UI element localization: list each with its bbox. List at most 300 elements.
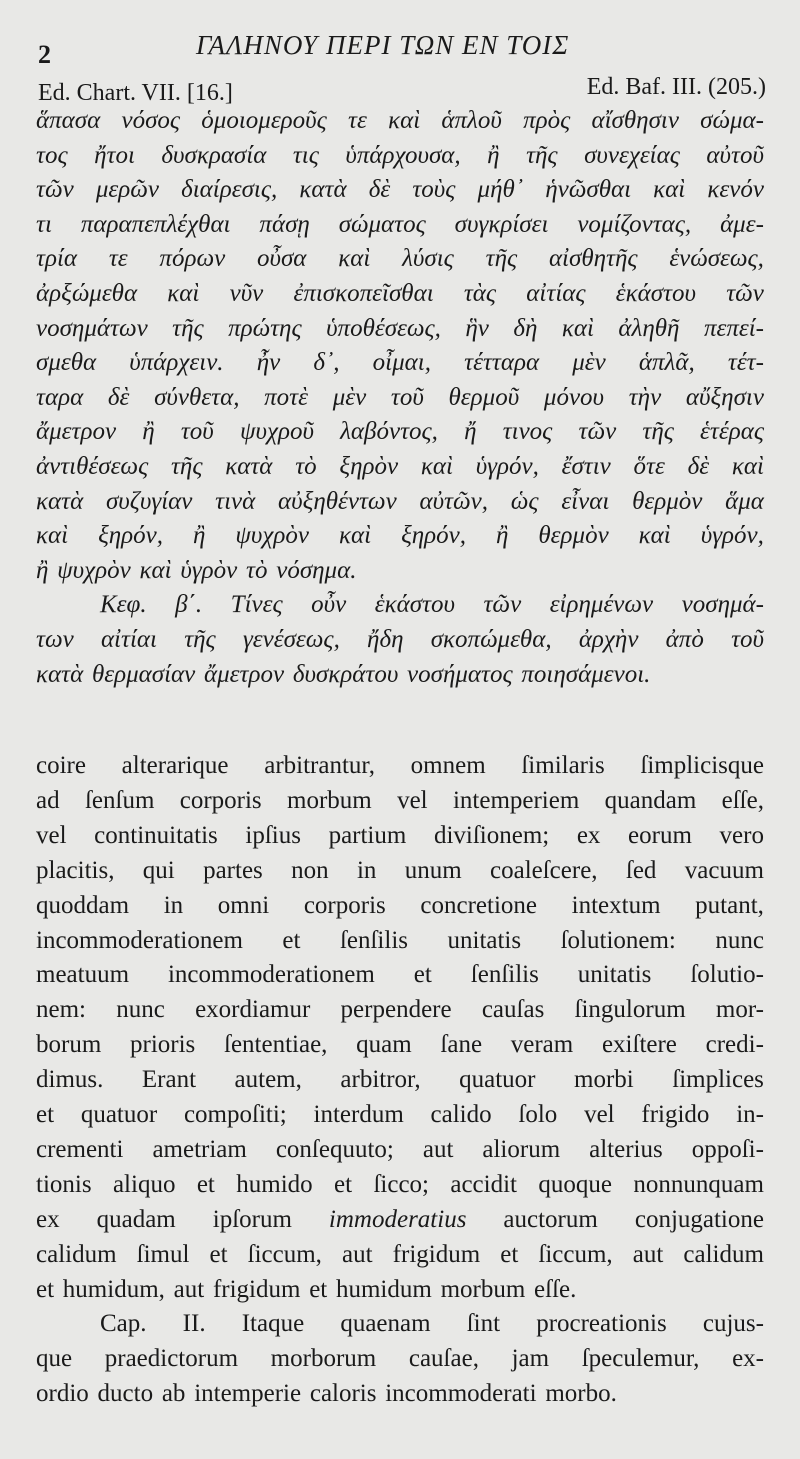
word: ἦν xyxy=(256,349,281,377)
word: corporis xyxy=(303,891,386,919)
word: ad xyxy=(36,786,60,814)
word: ὑποθέσεως, xyxy=(326,314,441,342)
word: δὲ xyxy=(107,383,130,411)
edition-reference-right: Ed. Baf. III. (205.) xyxy=(586,74,766,100)
word: ἤδη xyxy=(367,626,404,653)
word: unitatis xyxy=(447,926,522,954)
word: τὰς xyxy=(463,280,497,307)
word: δὴ xyxy=(513,314,538,342)
word: humidum xyxy=(335,1275,432,1303)
word: τος xyxy=(36,141,68,169)
word: veram xyxy=(510,1031,574,1059)
word: et xyxy=(413,961,432,989)
word: σμεθα xyxy=(36,349,97,377)
word: morbo. xyxy=(545,1380,617,1408)
word: θερμὸν xyxy=(632,487,703,515)
word: incommoderati xyxy=(385,1380,537,1408)
word: tionis xyxy=(36,1170,92,1198)
text-line xyxy=(36,1205,764,1235)
word: ἐπισκοπεῖσθαι xyxy=(293,280,434,307)
text-line xyxy=(36,348,764,378)
text-line xyxy=(36,660,764,690)
word: τῆς xyxy=(485,245,518,273)
word: ſenſilis xyxy=(470,961,539,989)
text-line xyxy=(36,625,764,655)
word: ἢ xyxy=(496,522,509,550)
text-line xyxy=(36,314,764,344)
word: ἁπλοῦ xyxy=(441,107,502,134)
word: in- xyxy=(736,1101,764,1128)
word: τῶν xyxy=(726,280,764,307)
word: eſſe. xyxy=(534,1275,577,1303)
text-line xyxy=(36,521,764,551)
word: τῆς xyxy=(172,314,204,342)
word: ἀντιθέσεως xyxy=(36,453,149,480)
word: τι xyxy=(36,210,52,238)
word: κατὰ xyxy=(299,176,347,204)
word: των xyxy=(36,626,74,653)
text-line xyxy=(36,244,764,274)
word: nunc xyxy=(116,996,165,1024)
word: ἡνῶσθαι xyxy=(545,176,632,204)
word: καὶ xyxy=(653,176,686,204)
text-line xyxy=(100,1309,764,1339)
word: perpendere xyxy=(340,996,452,1024)
word: et xyxy=(196,1170,215,1198)
word: κατὰ xyxy=(225,453,273,480)
word: γενέσεως, xyxy=(242,626,340,653)
word: ἀπὸ xyxy=(665,626,704,653)
word: alterius xyxy=(589,1135,663,1163)
word: conjugatione xyxy=(634,1205,764,1233)
word: καὶ xyxy=(420,453,453,480)
word: καὶ xyxy=(167,280,200,307)
word: πόρων xyxy=(159,245,226,273)
word: καὶ xyxy=(338,245,371,273)
word: in xyxy=(163,891,184,919)
text-line xyxy=(36,210,764,240)
word: mor- xyxy=(715,996,764,1024)
word: quatuor xyxy=(459,1066,536,1094)
word: Cap. xyxy=(100,1310,147,1338)
word: nonnunquam xyxy=(633,1170,764,1198)
word: coire xyxy=(36,752,86,779)
word: πεπεί- xyxy=(703,314,764,342)
word: Τίνες xyxy=(230,591,283,619)
word: aliquo xyxy=(112,1170,176,1198)
text-line xyxy=(36,383,764,413)
word: exiſtere xyxy=(601,1031,677,1059)
word: conſequuto; xyxy=(275,1135,394,1163)
word: ἢ xyxy=(193,522,206,550)
text-line xyxy=(36,175,764,205)
word: aut xyxy=(173,1275,205,1303)
word: concretione xyxy=(420,891,537,919)
word: que xyxy=(36,1345,73,1373)
word: morbum xyxy=(440,1275,526,1303)
word: ξηρὸν xyxy=(339,453,399,480)
word: vel xyxy=(397,786,428,814)
word: crementi xyxy=(36,1135,124,1163)
word: nem: xyxy=(36,996,86,1024)
word: ſpeculemur, xyxy=(581,1345,700,1373)
word: ſiccum, xyxy=(538,1240,613,1268)
word: ducto xyxy=(97,1380,154,1408)
word: aut xyxy=(422,1135,454,1163)
running-title: ΓΑΛΗΝΟΥ ΠΕΡΙ ΤΩΝ ΕΝ ΤΟΙΣ xyxy=(196,30,570,60)
word: continuitatis xyxy=(94,821,218,849)
word: compoſiti; xyxy=(183,1101,287,1128)
word: αἰσθητῆς xyxy=(548,245,638,273)
word: frigido xyxy=(641,1101,710,1128)
word: αἴσθησιν xyxy=(591,107,679,134)
text-line xyxy=(36,1100,764,1130)
word: credi- xyxy=(705,1031,764,1059)
word: vero xyxy=(719,821,764,849)
word: τινος xyxy=(502,418,553,446)
word: δὲ xyxy=(687,453,710,480)
word: ποιησάμενοι. xyxy=(521,660,651,688)
word: morbum xyxy=(287,786,372,814)
word: νόσημα. xyxy=(276,556,357,584)
word: humidum, xyxy=(62,1275,165,1303)
word: ſolo xyxy=(518,1101,558,1128)
word: quatuor xyxy=(80,1101,158,1128)
word: αὐτῶν, xyxy=(419,487,488,515)
word: τὴν xyxy=(628,383,662,411)
word: quam xyxy=(356,1031,412,1059)
word: παραπεπλέχθαι xyxy=(80,210,231,238)
word: τῆς xyxy=(170,453,203,480)
text-line xyxy=(36,960,764,990)
word: λαβόντος, xyxy=(340,418,438,446)
word: et xyxy=(334,1170,353,1198)
word: νοσημάτων xyxy=(36,314,148,342)
word: ſenſilis xyxy=(339,926,408,954)
word: humido xyxy=(236,1170,313,1198)
word: πρὸς xyxy=(523,107,571,134)
word: quadam xyxy=(96,1205,176,1233)
word: ex- xyxy=(732,1345,764,1373)
word: ſolutio- xyxy=(690,961,764,989)
word: ſimplices xyxy=(672,1066,764,1094)
word: II. xyxy=(182,1310,206,1338)
word: partium xyxy=(328,821,407,849)
word: συγκρίσει xyxy=(454,210,549,238)
text-line xyxy=(36,452,764,482)
word: καὶ xyxy=(388,107,421,134)
word: τέτ- xyxy=(727,349,764,377)
word: Itaque xyxy=(241,1310,305,1338)
word: Erant xyxy=(141,1066,197,1094)
word: exordiamur xyxy=(195,996,311,1024)
word: ψυχρὸν xyxy=(57,556,131,584)
word: ὑπάρχειν. xyxy=(129,349,224,377)
word: ſimplicisque xyxy=(640,752,764,779)
word: ξηρόν, xyxy=(401,522,467,550)
word: ψυχροῦ xyxy=(239,418,314,446)
word: τινὰ xyxy=(215,487,256,515)
word: θερμασίαν xyxy=(91,660,196,688)
word: ἢ xyxy=(487,141,500,169)
word: procreationis xyxy=(536,1310,667,1338)
text-line xyxy=(36,856,764,886)
word: non xyxy=(291,856,329,884)
word: ὑγρὸν xyxy=(180,556,238,584)
word: alterarique xyxy=(121,752,229,779)
word: κατὰ xyxy=(36,487,84,515)
word: ὑπάρχουσα, xyxy=(345,141,461,169)
word: οὖσα xyxy=(257,245,307,273)
word: οὖν xyxy=(311,591,347,619)
text-line xyxy=(36,1135,764,1165)
word: ſimul xyxy=(136,1240,190,1268)
word: incommoderationem xyxy=(167,961,375,989)
page-number: 2 xyxy=(38,40,51,69)
text-line xyxy=(36,1344,764,1374)
word: praedictorum xyxy=(104,1345,239,1373)
word: τοὺς xyxy=(412,176,456,204)
text-line xyxy=(36,1240,764,1270)
word: ab xyxy=(161,1380,186,1408)
text-line xyxy=(36,1065,764,1095)
word: cujus- xyxy=(702,1310,764,1338)
word: συνεχείας xyxy=(584,141,680,169)
word: calido xyxy=(430,1101,492,1128)
word: in xyxy=(356,856,377,884)
word: ipſius xyxy=(245,821,301,849)
word: θερμὸν xyxy=(538,522,609,550)
word: cauſas xyxy=(481,996,545,1024)
word: θερμοῦ xyxy=(448,383,520,411)
text-line xyxy=(36,786,764,816)
word: aliorum xyxy=(482,1135,561,1163)
word: νοσήματος xyxy=(407,660,513,688)
word: τῆς xyxy=(642,418,674,446)
word: caloris xyxy=(309,1380,377,1408)
word: auctorum xyxy=(503,1205,598,1233)
word: ἢ xyxy=(36,556,49,584)
word: putant, xyxy=(695,891,764,919)
word: et xyxy=(309,1275,328,1303)
word: τοῦ xyxy=(731,626,764,653)
word: ἤτοι xyxy=(94,141,135,169)
word: intextum xyxy=(571,891,661,919)
word: αὔξησιν xyxy=(685,383,764,411)
word: ἀμε- xyxy=(720,210,764,238)
word: quoque xyxy=(538,1170,612,1198)
word: κατὰ xyxy=(36,660,84,688)
word: ἢ xyxy=(142,418,155,446)
word: ὡς xyxy=(510,487,539,515)
word: τὸ xyxy=(246,556,268,584)
word: τῆς xyxy=(184,626,216,653)
word: αἰτίας xyxy=(526,280,586,307)
word: ordio xyxy=(36,1380,89,1408)
word: placitis, xyxy=(36,856,115,884)
word: καὶ xyxy=(638,522,671,550)
word: καὶ xyxy=(139,556,172,584)
word: β΄. xyxy=(175,591,203,619)
word: ſicco; xyxy=(373,1170,429,1198)
text-line xyxy=(36,821,764,851)
word: σκοπώμεθα, xyxy=(430,626,552,653)
word: τῶν xyxy=(578,418,617,446)
word: κενόν xyxy=(707,176,764,204)
word: interdum xyxy=(313,1101,404,1128)
word: ſint xyxy=(466,1310,501,1338)
word: ἑκάστου xyxy=(374,591,455,619)
text-line xyxy=(36,556,764,586)
word: ἑκάστου xyxy=(615,280,696,307)
word: τοῦ xyxy=(180,418,214,446)
word: τέτταρα xyxy=(464,349,540,377)
word: unitatis xyxy=(577,961,652,989)
word: aut xyxy=(342,1240,373,1268)
word: et xyxy=(500,1240,519,1268)
word: τις xyxy=(292,141,319,169)
word: ἔστιν xyxy=(561,453,611,480)
word: ἤ xyxy=(464,418,477,446)
word: μερῶν xyxy=(95,176,159,204)
word: ἑτέρας xyxy=(700,418,764,446)
word: unum xyxy=(404,856,462,884)
word: ſolutionem: xyxy=(560,926,676,954)
word: nunc xyxy=(715,926,764,954)
word: intemperie xyxy=(194,1380,302,1408)
word: coaleſcere, xyxy=(490,856,598,884)
word: frigidum xyxy=(392,1240,481,1268)
word: et xyxy=(36,1275,55,1303)
word: ὅτε xyxy=(633,453,665,480)
text-line xyxy=(36,926,764,956)
text-line xyxy=(36,1275,764,1305)
word: μὲν xyxy=(572,349,606,377)
word: corporis xyxy=(179,786,262,814)
word: intemperiem xyxy=(452,786,580,814)
word: et xyxy=(282,926,301,954)
word: ἄμετρον xyxy=(204,660,285,688)
word: πρώτης xyxy=(228,314,302,342)
word: εἶναι xyxy=(561,487,610,515)
word: τῶν xyxy=(36,176,74,204)
word: νῦν xyxy=(229,280,264,307)
word: τὸ xyxy=(295,453,317,480)
text-line xyxy=(36,891,764,921)
word: μήθ᾽ xyxy=(477,176,524,204)
word: eorum xyxy=(628,821,692,849)
word: αἰτίαι xyxy=(100,626,157,653)
word: τε xyxy=(108,245,128,273)
word: οἶμαι, xyxy=(372,349,431,377)
word: diviſionem; xyxy=(433,821,550,849)
word: ametriam xyxy=(152,1135,247,1163)
word: μόνου xyxy=(543,383,605,411)
text-line xyxy=(36,279,764,309)
word: νομίζοντας, xyxy=(577,210,692,238)
word: μὲν xyxy=(332,383,367,411)
word: αὐτοῦ xyxy=(706,141,764,169)
word: ex xyxy=(576,821,601,849)
word: vel xyxy=(584,1101,615,1128)
word: ſiccum, xyxy=(247,1240,322,1268)
word: prioris xyxy=(130,1031,196,1059)
word: ἣν xyxy=(465,314,489,342)
word: vel xyxy=(36,821,67,849)
word: morbi xyxy=(574,1066,634,1094)
word: omni xyxy=(217,891,270,919)
word: oppoſi- xyxy=(691,1135,764,1163)
word: cauſae, xyxy=(408,1345,479,1373)
word: ἑνώσεως, xyxy=(669,245,764,273)
word: morborum xyxy=(270,1345,377,1373)
word: καὶ xyxy=(731,453,764,480)
word: frigidum xyxy=(212,1275,301,1303)
word: διαίρεσις, xyxy=(181,176,278,204)
word: et xyxy=(209,1240,228,1268)
word: τῆς xyxy=(526,141,558,169)
word: qui xyxy=(142,856,175,884)
word: τῶν xyxy=(483,591,522,619)
word: ποτὲ xyxy=(264,383,308,411)
text-line xyxy=(100,590,764,620)
word: ἀρχὴν xyxy=(578,626,639,653)
text-line xyxy=(36,995,764,1025)
word: σύνθετα, xyxy=(154,383,240,411)
word: δυσκρασία xyxy=(161,141,267,169)
word: jam xyxy=(511,1345,550,1373)
word: ἅπασα xyxy=(36,107,101,134)
word: σώμα- xyxy=(700,107,764,134)
word: aut xyxy=(632,1240,664,1268)
word: eſſe, xyxy=(721,786,764,814)
word: dimus. xyxy=(36,1066,104,1094)
word: αὐξηθέντων xyxy=(278,487,397,515)
text-line xyxy=(36,106,764,136)
text-line xyxy=(36,417,764,447)
text-line xyxy=(36,1170,764,1200)
word: omnem xyxy=(410,752,486,779)
word: ſententiae, xyxy=(224,1031,328,1059)
word: arbitrantur, xyxy=(264,752,375,779)
word: ψυχρὸν xyxy=(235,522,310,550)
word: τρία xyxy=(36,245,78,273)
word: τοῦ xyxy=(390,383,424,411)
word: ἅμα xyxy=(725,487,764,515)
word: νοσημά- xyxy=(681,591,764,619)
word: ſed xyxy=(625,856,657,884)
word: καὶ xyxy=(561,314,594,342)
word: incommoderationem xyxy=(36,926,243,954)
word: δ᾽, xyxy=(313,349,340,377)
word: quoddam xyxy=(36,891,130,919)
word: ἀρξώμεθα xyxy=(36,280,138,307)
word: ſimilaris xyxy=(521,752,605,779)
text-line xyxy=(36,751,764,781)
word: τε xyxy=(348,107,367,134)
word: immoderatius xyxy=(328,1205,467,1233)
text-line xyxy=(36,1030,764,1060)
word: ὑγρόν, xyxy=(700,522,764,550)
word: καὶ xyxy=(36,522,69,550)
text-line xyxy=(36,487,764,517)
word: εἰρημένων xyxy=(549,591,654,619)
word: ἄμετρον xyxy=(36,418,117,446)
word: autem, xyxy=(234,1066,302,1094)
word: συζυγίαν xyxy=(105,487,193,515)
word: ὁμοιομεροῦς xyxy=(201,107,327,134)
word: καὶ xyxy=(339,522,372,550)
